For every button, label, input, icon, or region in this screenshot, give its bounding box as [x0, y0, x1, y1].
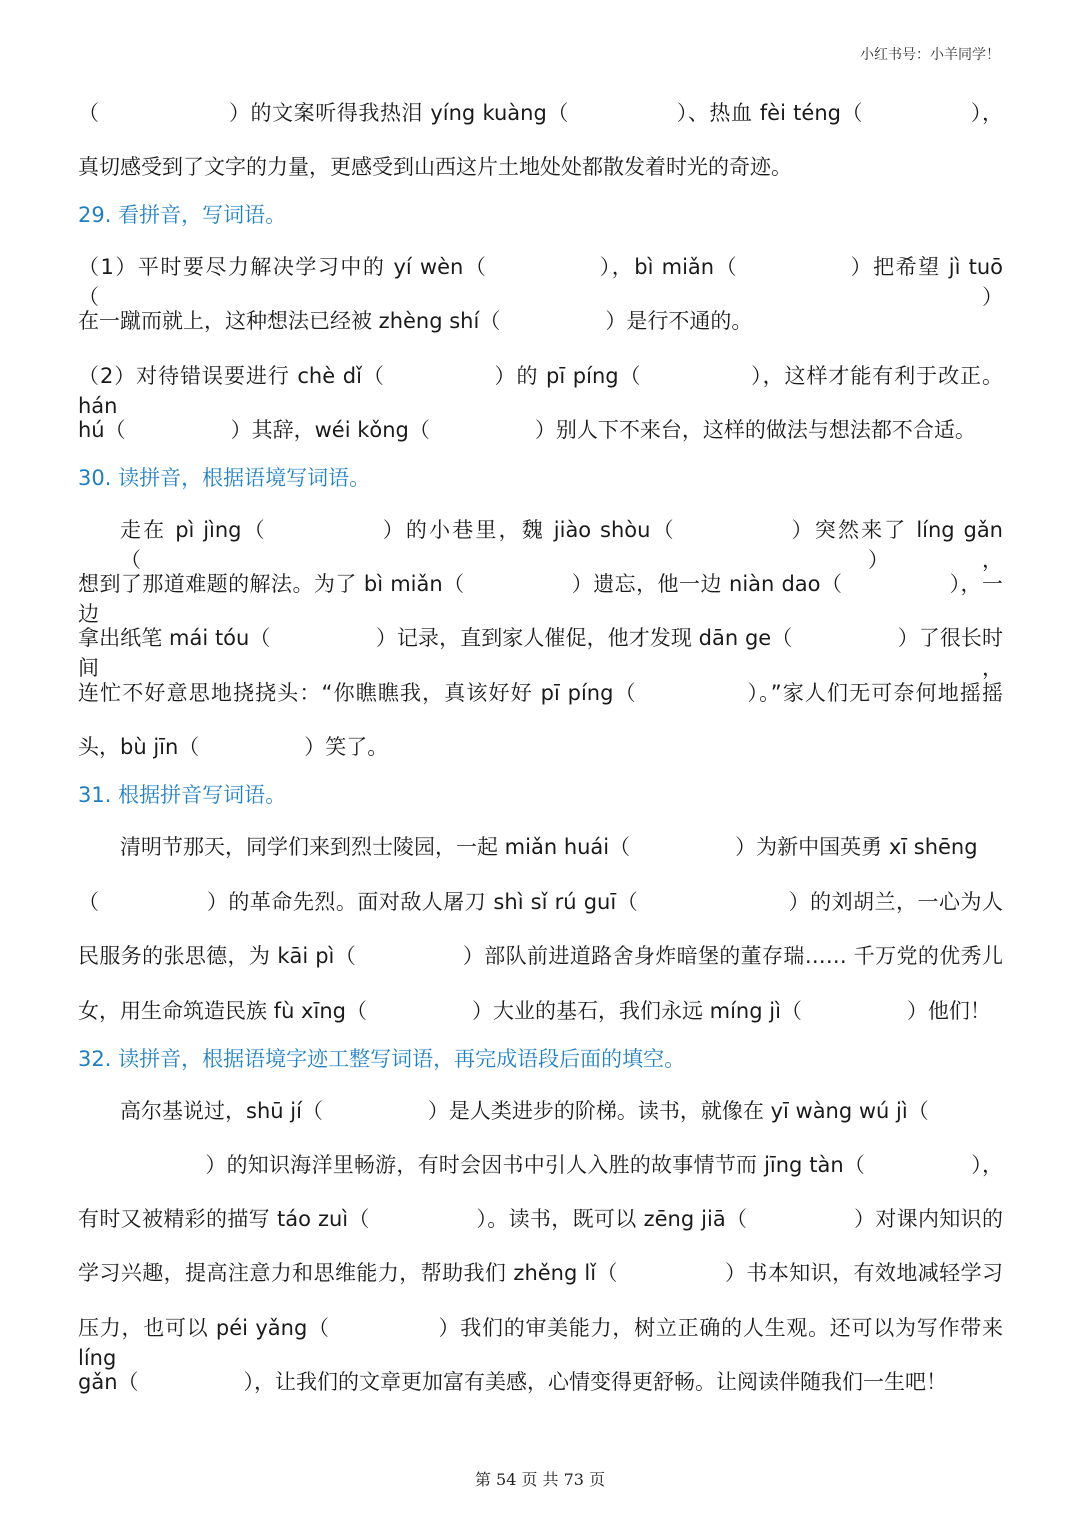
q30-line-4: 连忙不好意思地挠挠头：“你瞧瞧我，真该好好 pī píng（ ）。”家人们无可奈何地摇摇: [78, 681, 1003, 705]
q32-line-6: gǎn（ ），让我们的文章更加富有美感，心情变得更舒畅。让阅读伴随我们一生吧！: [78, 1370, 948, 1394]
q29-line-1: （1）平时要尽力解决学习中的 yí wèn（ ），bì miǎn（ ）把希望 jì tuō（ ）: [78, 255, 1003, 309]
q31-line-3: 民服务的张思德，为 kāi pì（ ）部队前进道路舍身炸暗堡的董存瑞…… 千万党的优秀儿: [78, 944, 1003, 968]
q29-line-4: hú（ ）其辞，wéi kǒng（ ）别人下不来台，这样的做法与想法都不合适。: [78, 418, 976, 442]
q32-line-4: 学习兴趣，提高注意力和思维能力，帮助我们 zhěng lǐ（ ）书本知识，有效地减轻学习: [78, 1261, 1003, 1285]
q32-line-3: 有时又被精彩的描写 táo zuì（ ）。读书，既可以 zēng jiā（ ）对课内知识的: [78, 1207, 1003, 1231]
page-number: 第 54 页 共 73 页: [474, 1470, 606, 1489]
q32-line-2: ）的知识海洋里畅游，有时会因书中引人入胜的故事情节而 jīng tàn（ ），: [78, 1153, 1003, 1177]
intro-line-1: （ ）的文案听得我热泪 yíng kuàng（ ）、热血 fèi téng（ ），: [78, 101, 1003, 125]
q31-line-4: 女，用生命筑造民族 fù xīng（ ）大业的基石，我们永远 míng jì（ ）他们！: [78, 999, 991, 1023]
q29-line-2: 在一蹴而就上，这种想法已经被 zhèng shí（ ）是行不通的。: [78, 309, 753, 333]
q30-line-1: 走在 pì jìng（ ）的小巷里，魏 jiào shòu（ ）突然来了 líng gǎn（ ），: [120, 518, 1003, 572]
q32-line-5: 压力，也可以 péi yǎng（ ）我们的审美能力，树立正确的人生观。还可以为写作带来 líng: [78, 1316, 1003, 1370]
q30-line-2: 想到了那道难题的解法。为了 bì miǎn（ ）遗忘，他一边 niàn dao（ ），一边: [78, 572, 1003, 626]
q32-line-1: 高尔基说过，shū jí（ ）是人类进步的阶梯。读书，就像在 yī wàng wú jì（: [120, 1099, 929, 1123]
q31-line-2: （ ）的革命先烈。面对敌人屠刀 shì sǐ rú guī（ ）的刘胡兰，一心为人: [78, 890, 1003, 914]
q32-heading: 32. 读拼音，根据语境字迹工整写词语，再完成语段后面的填空。: [78, 1047, 686, 1071]
q30-heading: 30. 读拼音，根据语境写词语。: [78, 466, 371, 490]
q30-line-3: 拿出纸笔 mái tóu（ ）记录，直到家人催促，他才发现 dān ge（ ）了很长时间，: [78, 626, 1003, 680]
q30-line-5: 头，bù jīn（ ）笑了。: [78, 735, 389, 759]
q31-heading: 31. 根据拼音写词语。: [78, 783, 287, 807]
q29-line-3: （2）对待错误要进行 chè dǐ（ ）的 pī píng（ ），这样才能有利于改正。hán: [78, 364, 1003, 418]
watermark-text: 小红书号：小羊同学！: [860, 47, 1000, 63]
q31-line-1: 清明节那天，同学们来到烈士陵园，一起 miǎn huái（ ）为新中国英勇 xī shēng: [120, 835, 978, 859]
intro-line-2: 真切感受到了文字的力量，更感受到山西这片土地处处都散发着时光的奇迹。: [78, 155, 792, 179]
q29-heading: 29. 看拼音，写词语。: [78, 203, 287, 227]
